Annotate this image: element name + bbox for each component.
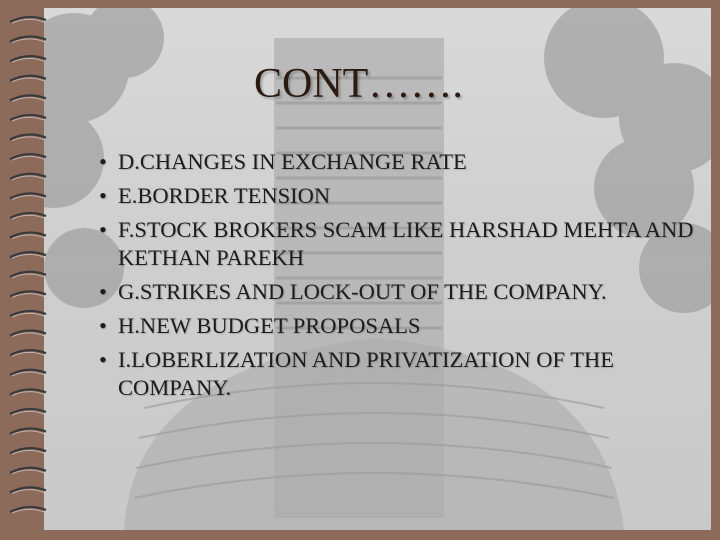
bullet-icon: • bbox=[99, 149, 107, 174]
bullet-text: D.CHANGES IN EXCHANGE RATE bbox=[118, 149, 467, 174]
bullet-item bbox=[99, 312, 699, 340]
slide-page bbox=[44, 8, 711, 530]
slide-title: CONT……. bbox=[254, 61, 463, 107]
bullet-item bbox=[99, 216, 699, 272]
bullet-text: G.STRIKES AND LOCK-OUT OF THE COMPANY. bbox=[118, 279, 607, 304]
bullet-icon: • bbox=[99, 313, 107, 338]
bullet-item bbox=[99, 346, 699, 402]
bullet-item bbox=[99, 278, 699, 306]
bullet-icon: • bbox=[99, 347, 107, 372]
bullet-icon: • bbox=[99, 279, 107, 304]
bullet-item bbox=[99, 182, 699, 210]
bullet-icon: • bbox=[99, 183, 107, 208]
spiral-binding-icon bbox=[0, 0, 50, 540]
bullet-text: I.LOBERLIZATION AND PRIVATIZATION OF THE COMPANY. bbox=[118, 347, 615, 400]
bullet-text: F.STOCK BROKERS SCAM LIKE HARSHAD MEHTA AND KETHAN PAREKH bbox=[118, 217, 694, 270]
bullet-text: E.BORDER TENSION bbox=[118, 183, 331, 208]
bullet-icon: • bbox=[99, 217, 107, 242]
bullet-text: H.NEW BUDGET PROPOSALS bbox=[118, 313, 421, 338]
bullet-list bbox=[99, 148, 699, 408]
bullet-item bbox=[99, 148, 699, 176]
